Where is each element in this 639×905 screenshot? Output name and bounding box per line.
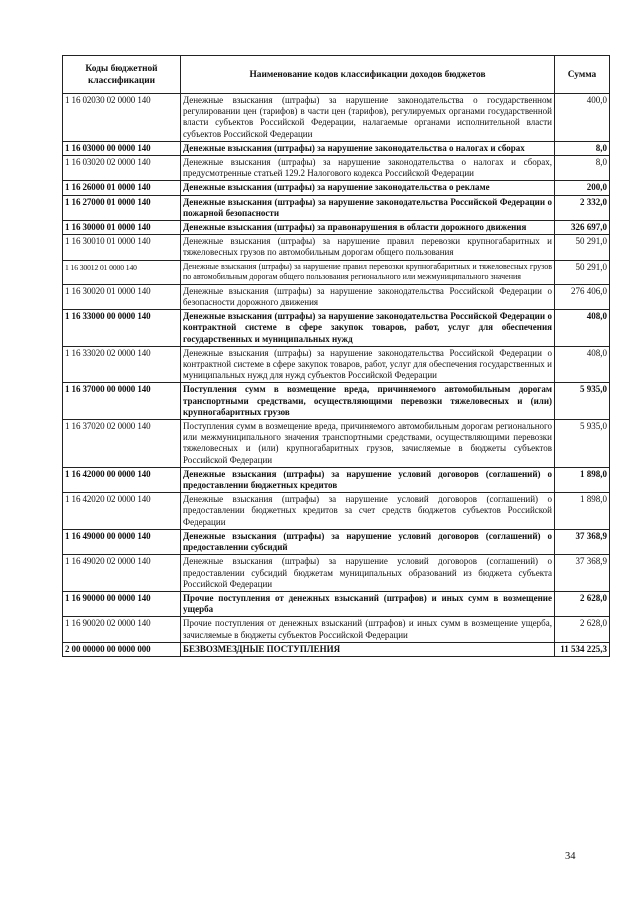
row-sum: 400,0 xyxy=(555,94,610,142)
row-sum: 11 534 225,3 xyxy=(555,642,610,656)
row-sum: 1 898,0 xyxy=(555,467,610,492)
table-row xyxy=(63,310,610,347)
row-sum: 37 368,9 xyxy=(555,555,610,592)
table-row xyxy=(63,94,610,142)
header-name: Наименование кодов классификации доходов бюджетов xyxy=(181,56,555,94)
table-row xyxy=(63,555,610,592)
table-row xyxy=(63,235,610,260)
row-code: 1 16 27000 01 0000 140 xyxy=(63,195,181,220)
table-row xyxy=(63,642,610,656)
revenue-table xyxy=(62,55,610,657)
row-sum: 8,0 xyxy=(555,141,610,155)
table-row xyxy=(63,617,610,642)
row-code: 2 00 00000 00 0000 000 xyxy=(63,642,181,656)
table-body xyxy=(63,94,610,657)
row-sum: 50 291,0 xyxy=(555,235,610,260)
table-row xyxy=(63,467,610,492)
table-row xyxy=(63,383,610,420)
row-sum: 408,0 xyxy=(555,310,610,347)
row-sum: 1 898,0 xyxy=(555,493,610,530)
row-code: 1 16 33000 00 0000 140 xyxy=(63,310,181,347)
row-code: 1 16 90000 00 0000 140 xyxy=(63,591,181,616)
row-code: 1 16 30012 01 0000 140 xyxy=(63,260,181,284)
row-sum: 8,0 xyxy=(555,156,610,181)
table-row xyxy=(63,420,610,468)
row-code: 1 16 90020 02 0000 140 xyxy=(63,617,181,642)
row-code: 1 16 42000 00 0000 140 xyxy=(63,467,181,492)
row-name: Прочие поступления от денежных взысканий (штрафов) и иных сумм в возмещение ущерба, зачисляемые в бюджеты субъектов Российской Федерации xyxy=(181,617,555,642)
table-row xyxy=(63,260,610,284)
header-codes: Коды бюджетной классификации xyxy=(63,56,181,94)
row-name: Денежные взыскания (штрафы) за нарушение законодательства Российской Федерации о контрактной системе в сфере закупок товаров, работ, услуг для обеспечения государственных и муниципальных нужд xyxy=(181,310,555,347)
row-name: Денежные взыскания (штрафы) за нарушение законодательства Российской Федерации о контрактной системе в сфере закупок товаров, работ, услуг для обеспечения государственных и муниципальных нужд для нужд субъектов Российской Федерации xyxy=(181,346,555,383)
row-name: Денежные взыскания (штрафы) за правонарушения в области дорожного движения xyxy=(181,221,555,235)
row-code: 1 16 03000 00 0000 140 xyxy=(63,141,181,155)
table-row xyxy=(63,529,610,554)
row-name: Денежные взыскания (штрафы) за нарушение законодательства о налогах и сборах xyxy=(181,141,555,155)
row-name: Поступления сумм в возмещение вреда, причиняемого автомобильным дорогам регионального или межмуниципального значения транспортными средствами, осуществляющими перевозки тяжеловесных и (или) крупногабаритных грузов, зачисляемые в бюджеты субъектов Российской Федерации xyxy=(181,420,555,468)
row-name: Денежные взыскания (штрафы) за нарушение законодательства о рекламе xyxy=(181,181,555,195)
row-name: Денежные взыскания (штрафы) за нарушение условий договоров (соглашений) о предоставлении бюджетных кредитов xyxy=(181,467,555,492)
row-code: 1 16 42020 02 0000 140 xyxy=(63,493,181,530)
table-row xyxy=(63,195,610,220)
row-code: 1 16 02030 02 0000 140 xyxy=(63,94,181,142)
row-code: 1 16 49000 00 0000 140 xyxy=(63,529,181,554)
row-name: Денежные взыскания (штрафы) за нарушение условий договоров (соглашений) о предоставлении субсидий бюджетам муниципальных образований из бюджета субъекта Российской Федерации xyxy=(181,555,555,592)
row-sum: 37 368,9 xyxy=(555,529,610,554)
row-code: 1 16 26000 01 0000 140 xyxy=(63,181,181,195)
row-name: Денежные взыскания (штрафы) за нарушение законодательства о государственном регулировании цен (тарифов) в части цен (тарифов), регулируемых органами государственной власти субъектов Российской Федерации, налагаемые органами исполнительной власти субъектов Российской Федерации xyxy=(181,94,555,142)
row-sum: 2 332,0 xyxy=(555,195,610,220)
row-sum: 5 935,0 xyxy=(555,420,610,468)
row-name: Прочие поступления от денежных взысканий (штрафов) и иных сумм в возмещение ущерба xyxy=(181,591,555,616)
row-sum: 326 697,0 xyxy=(555,221,610,235)
row-name: Денежные взыскания (штрафы) за нарушение законодательства Российской Федерации о пожарной безопасности xyxy=(181,195,555,220)
table-row xyxy=(63,591,610,616)
row-name: Денежные взыскания (штрафы) за нарушение условий договоров (соглашений) о предоставлении бюджетных кредитов за счет средств бюджетов субъектов Российской Федерации xyxy=(181,493,555,530)
row-code: 1 16 30000 01 0000 140 xyxy=(63,221,181,235)
table-row xyxy=(63,141,610,155)
table-row xyxy=(63,181,610,195)
row-code: 1 16 33020 02 0000 140 xyxy=(63,346,181,383)
table-row xyxy=(63,284,610,309)
page-number: 34 xyxy=(565,851,576,862)
header-sum: Сумма xyxy=(555,56,610,94)
row-code: 1 16 37020 02 0000 140 xyxy=(63,420,181,468)
row-sum: 276 406,0 xyxy=(555,284,610,309)
row-sum: 50 291,0 xyxy=(555,260,610,284)
row-name: Поступления сумм в возмещение вреда, причиняемого автомобильным дорогам транспортными средствами, осуществляющими перевозки тяжеловесных и (или) крупногабаритных грузов xyxy=(181,383,555,420)
row-code: 1 16 37000 00 0000 140 xyxy=(63,383,181,420)
row-sum: 2 628,0 xyxy=(555,617,610,642)
row-sum: 408,0 xyxy=(555,346,610,383)
row-code: 1 16 03020 02 0000 140 xyxy=(63,156,181,181)
row-name: Денежные взыскания (штрафы) за нарушение законодательства Российской Федерации о безопасности дорожного движения xyxy=(181,284,555,309)
table-row xyxy=(63,156,610,181)
row-name: Денежные взыскания (штрафы) за нарушение правил перевозки крупногабаритных и тяжеловесных грузов по автомобильным дорогам общего пользования xyxy=(181,235,555,260)
row-sum: 2 628,0 xyxy=(555,591,610,616)
row-sum: 5 935,0 xyxy=(555,383,610,420)
row-name: БЕЗВОЗМЕЗДНЫЕ ПОСТУПЛЕНИЯ xyxy=(181,642,555,656)
table-row xyxy=(63,221,610,235)
row-code: 1 16 49020 02 0000 140 xyxy=(63,555,181,592)
row-name: Денежные взыскания (штрафы) за нарушение условий договоров (соглашений) о предоставлении субсидий xyxy=(181,529,555,554)
table-row xyxy=(63,493,610,530)
row-sum: 200,0 xyxy=(555,181,610,195)
row-code: 1 16 30010 01 0000 140 xyxy=(63,235,181,260)
table-row xyxy=(63,346,610,383)
row-name: Денежные взыскания (штрафы) за нарушение правил перевозки крупногабаритных и тяжеловесных грузов по автомобильным дорогам общего пользования регионального или межмуниципального значения xyxy=(181,260,555,284)
row-name: Денежные взыскания (штрафы) за нарушение законодательства о налогах и сборах, предусмотренные статьей 129.2 Налогового кодекса Российской Федерации xyxy=(181,156,555,181)
table-header xyxy=(63,56,610,94)
row-code: 1 16 30020 01 0000 140 xyxy=(63,284,181,309)
